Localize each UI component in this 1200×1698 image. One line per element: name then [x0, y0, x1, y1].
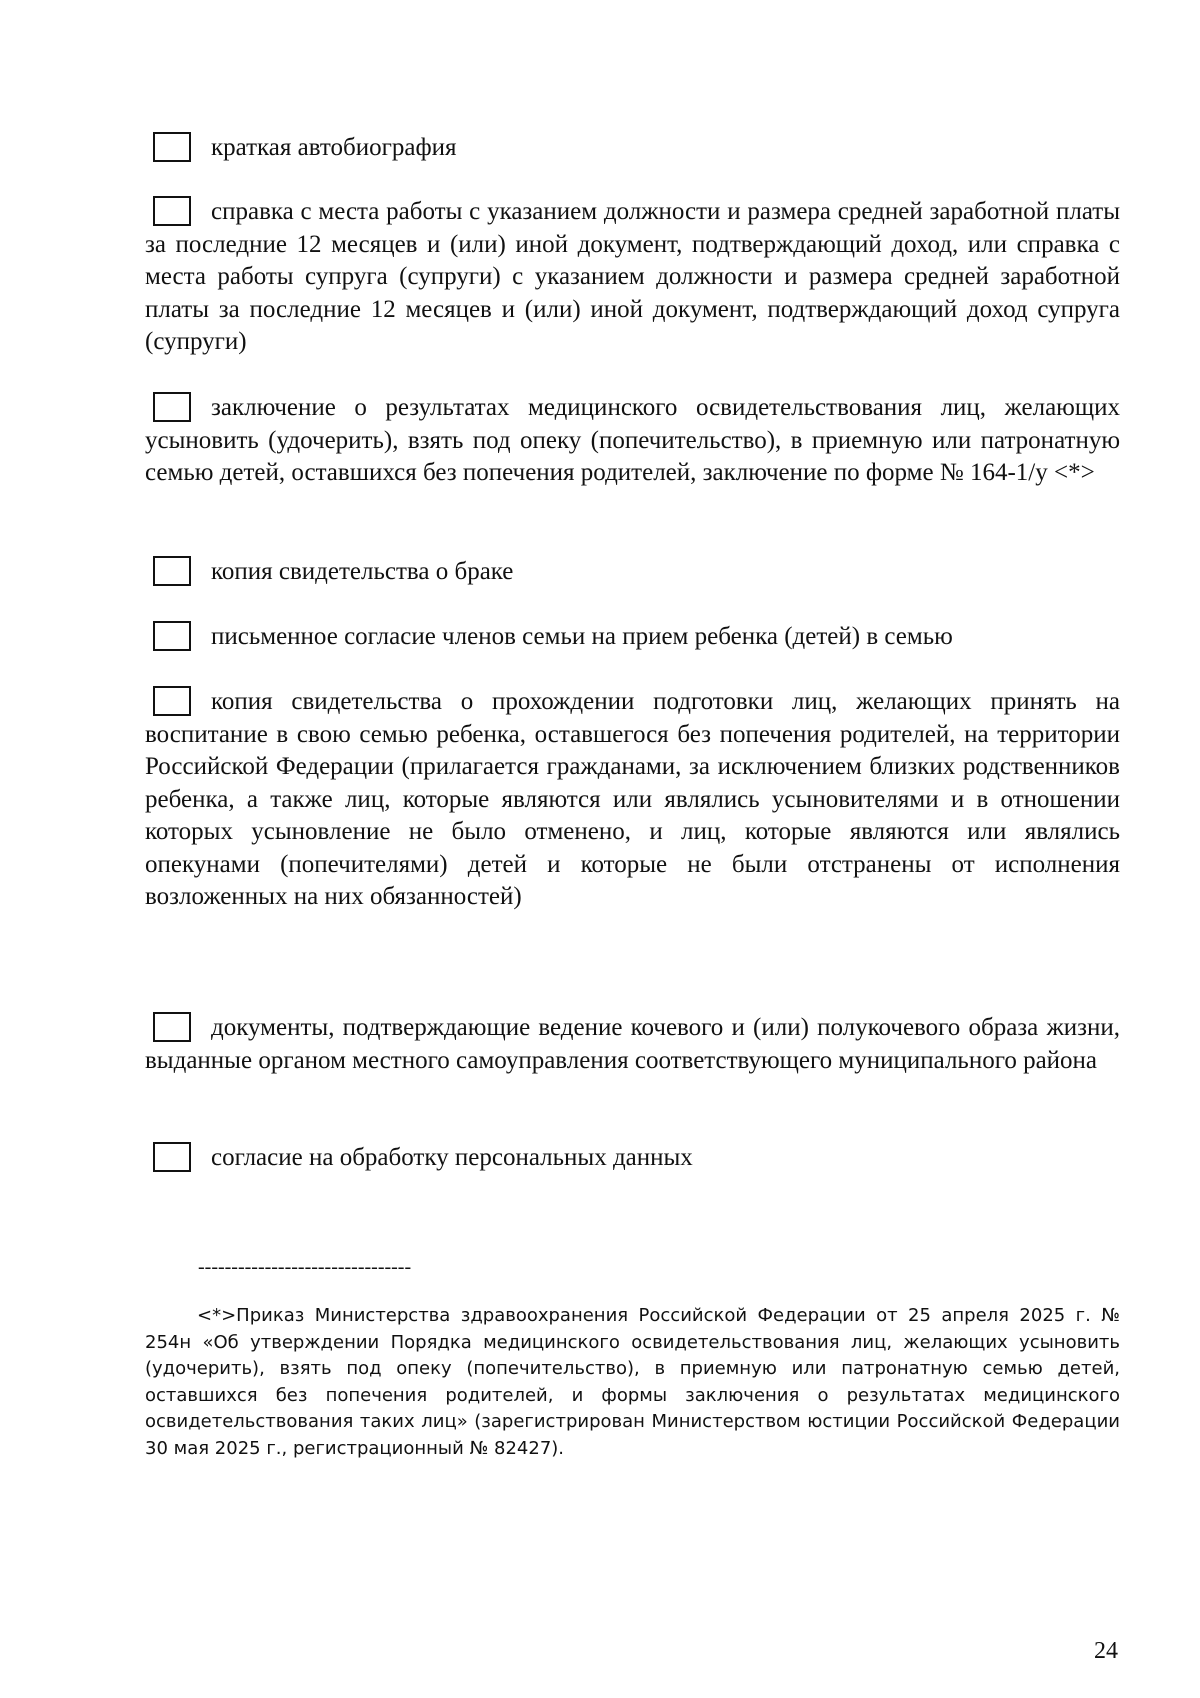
item-label: копия свидетельства о прохождении подготовки лиц, желающих принять на воспитание в свою семью ребенка, оставшегося без попечения родителей, на территории Российской Федерации (прилагается гражданами, за исключением близких родственников ребенка, а также лиц, которые являются или являлись усыновителями и в отношении которых усыновление не было отменено, и лиц, которые являются или являлись опекунами (попечителями) детей и которые не были отстранены от исполнения возложенных на них обязанностей): [145, 688, 1120, 910]
checkbox[interactable]: [153, 196, 191, 226]
item-label: копия свидетельства о браке: [211, 558, 514, 585]
document-checklist-item: [145, 392, 1120, 490]
checkbox[interactable]: [153, 686, 191, 716]
checkbox[interactable]: [153, 132, 191, 162]
document-checklist-item: [145, 686, 1120, 914]
checkbox[interactable]: [153, 556, 191, 586]
item-label: заключение о результатах медицинского освидетельствования лиц, желающих усыновить (удочерить), взять под опеку (попечительство), в приемную или патронатную семью детей, оставшихся без попечения родителей, заключение по форме № 164-1/у <*>: [145, 394, 1120, 486]
document-checklist-item: [145, 621, 1120, 654]
item-label: справка с места работы с указанием должности и размера средней заработной платы за последние 12 месяцев и (или) иной документ, подтверждающий доход, или справка с места работы супруга (супруги) с указанием должности и размера средней заработной платы за последние 12 месяцев и (или) иной документ, подтверждающий доход супруга (супруги): [145, 198, 1120, 355]
item-label: письменное согласие членов семьи на прием ребенка (детей) в семью: [211, 623, 953, 650]
document-checklist-item: [145, 556, 1120, 589]
document-checklist-item: [145, 196, 1120, 359]
item-label: документы, подтверждающие ведение кочевого и (или) полукочевого образа жизни, выданные органом местного самоуправления соответствующего муниципального района: [145, 1014, 1120, 1074]
checkbox[interactable]: [153, 392, 191, 422]
document-checklist-item: [145, 1142, 1120, 1175]
page-number: 24: [1094, 1638, 1118, 1664]
footnote-text: <*>Приказ Министерства здравоохранения Российской Федерации от 25 апреля 2025 г. № 254н «Об утверждении Порядка медицинского освидетельствования лиц, желающих усыновить (удочерить), взять под опеку (попечительство), в приемную или патронатную семью детей, оставшихся без попечения родителей, и формы заключения о результатах медицинского освидетельствования таких лиц» (зарегистрирован Министерством юстиции Российской Федерации 30 мая 2025 г., регистрационный № 82427).: [145, 1305, 1120, 1459]
item-label: краткая автобиография: [211, 134, 457, 161]
document-checklist-item: [145, 1012, 1120, 1077]
footnote-separator: --------------------------------: [198, 1256, 412, 1278]
checkbox[interactable]: [153, 621, 191, 651]
item-label: согласие на обработку персональных данных: [211, 1144, 693, 1171]
checkbox[interactable]: [153, 1012, 191, 1042]
document-checklist-item: [145, 132, 1120, 165]
checkbox[interactable]: [153, 1142, 191, 1172]
